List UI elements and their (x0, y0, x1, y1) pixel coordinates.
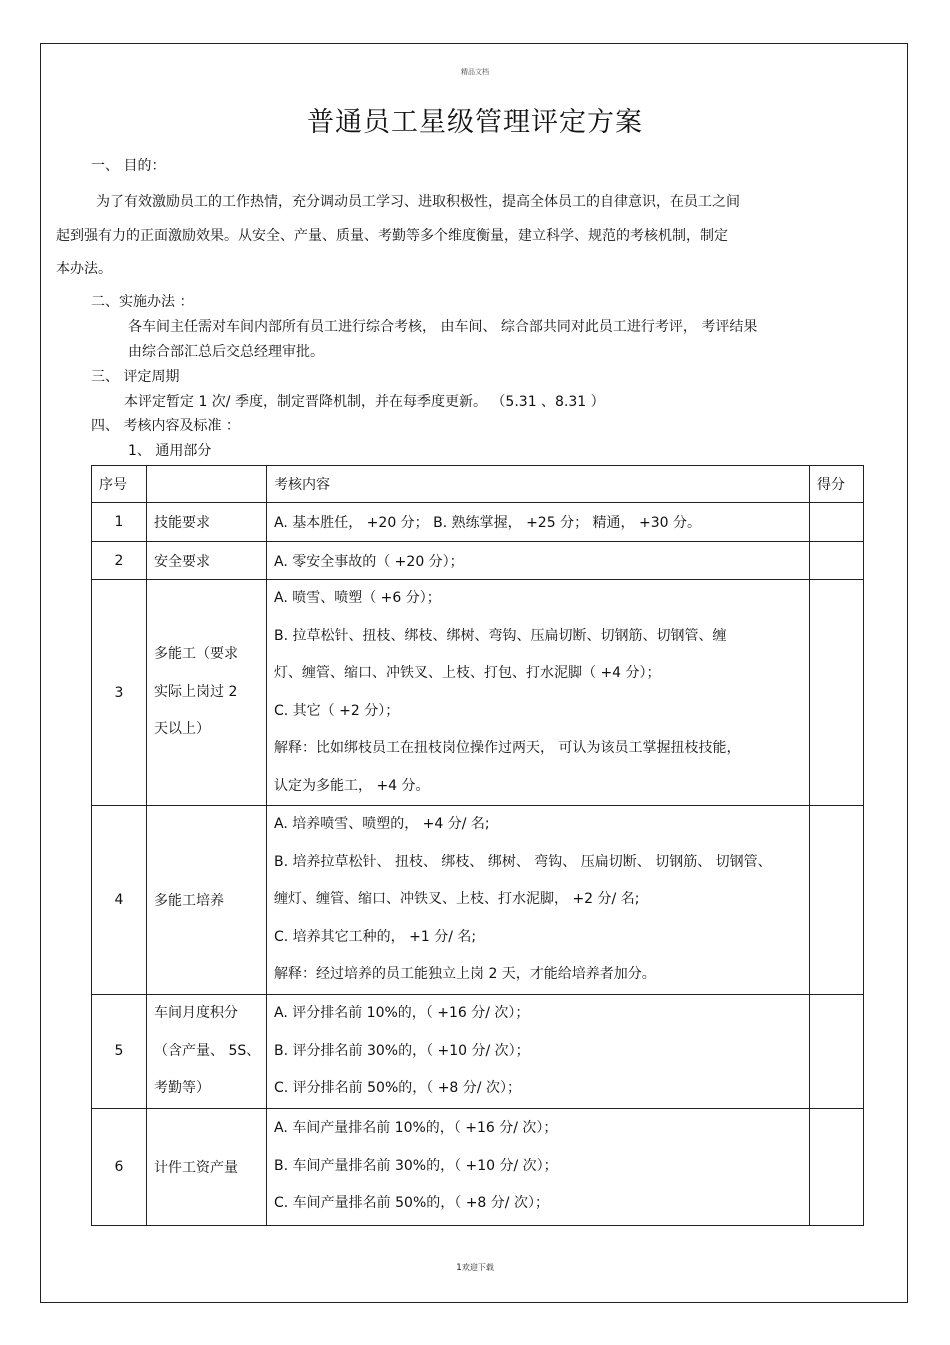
cycle-line: 本评定暂定 1 次/ 季度，制定晋降机制，并在每季度更新。 （5.31 、8.31 ） (124, 394, 605, 410)
row-item-line: 技能要求 (154, 515, 210, 531)
content-line: B. 车间产量排名前 30%的，（ +10 分/ 次）； (274, 1157, 558, 1174)
row-item (147, 995, 267, 1109)
general-heading: 1、 通用部分 (128, 443, 212, 459)
table-row (92, 580, 864, 806)
row-item (147, 503, 267, 542)
row-score (810, 580, 864, 806)
row-no: 2 (92, 542, 147, 580)
content-line: 认定为多能工， +4 分。 (274, 777, 430, 794)
content-line: 解释：经过培养的员工能独立上岗 2 天，才能给培养者加分。 (274, 966, 656, 983)
table-row (92, 1108, 864, 1225)
row-score (810, 995, 864, 1109)
purpose-heading: 一、 目的： (91, 158, 166, 174)
table-row (92, 542, 864, 580)
content-line: 缠灯、缠管、缩口、冲铁叉、上枝、打水泥脚， +2 分/ 名; (274, 891, 640, 908)
method-line-2: 由综合部汇总后交总经理审批。 (128, 344, 324, 360)
row-item (147, 542, 267, 580)
content-line: B. 评分排名前 30%的，（ +10 分/ 次）； (274, 1042, 530, 1059)
row-score (810, 1108, 864, 1225)
row-score (810, 806, 864, 995)
content-line: C. 车间产量排名前 50%的，（ +8 分/ 次）； (274, 1195, 549, 1212)
row-item (147, 1108, 267, 1225)
header-no: 序号 (92, 466, 147, 503)
cycle-heading: 三、 评定周期 (91, 369, 180, 385)
page-footer (0, 1262, 950, 1273)
content-line: B. 拉草松针、扭枝、绑枝、绑树、弯钩、压扁切断、切钢筋、切钢管、缠 (274, 627, 727, 644)
header-item (147, 466, 267, 503)
row-item-line: 实际上岗过 2 (154, 683, 238, 700)
row-item (147, 580, 267, 806)
footer-text: 欢迎下载 (461, 1263, 494, 1272)
purpose-line-3: 本办法。 (56, 261, 112, 277)
content-line: C. 培养其它工种的， +1 分/ 名; (274, 928, 477, 945)
purpose-line-2: 起到强有力的正面激励效果。从安全、产量、质量、考勤等多个维度衡量，建立科学、规范的考核机制，制定 (56, 228, 728, 244)
row-no: 3 (92, 580, 147, 806)
table-row (92, 503, 864, 542)
content-line: B. 培养拉草松针、 扭枝、 绑枝、 绑树、 弯钩、 压扁切断、 切钢筋、 切钢管、 (274, 853, 772, 870)
row-item-line: 计件工资产量 (154, 1159, 238, 1176)
row-content (267, 503, 810, 542)
row-no: 5 (92, 995, 147, 1109)
row-item-line: 考勤等） (154, 1080, 210, 1096)
content-line: A. 喷雪、喷塑（ +6 分）； (274, 590, 441, 606)
row-no: 4 (92, 806, 147, 995)
row-no: 1 (92, 503, 147, 542)
method-line-1: 各车间主任需对车间内部所有员工进行综合考核， 由车间、 综合部共同对此员工进行考评， 考评结果 (128, 319, 758, 335)
header-note: 精品文档 (461, 68, 489, 76)
content-line: A. 评分排名前 10%的，（ +16 分/ 次）； (274, 1005, 530, 1021)
method-heading: 二、实施办法 ： (91, 294, 194, 310)
page-number: 1 (456, 1263, 462, 1273)
header-score: 得分 (810, 466, 864, 503)
row-score (810, 503, 864, 542)
row-item (147, 806, 267, 995)
row-no: 6 (92, 1108, 147, 1225)
content-line: C. 评分排名前 50%的，（ +8 分/ 次）； (274, 1080, 521, 1096)
table-row (92, 806, 864, 995)
content-heading: 四、 考核内容及标准 ： (91, 418, 240, 434)
document-title: 普通员工星级管理评定方案 (307, 107, 643, 138)
header-content: 考核内容 (267, 466, 810, 503)
content-line: C. 其它（ +2 分）； (274, 702, 400, 719)
content-line: A. 车间产量排名前 10%的，（ +16 分/ 次）； (274, 1120, 558, 1137)
row-content (267, 580, 810, 806)
row-item-line: （含产量、 5S、 (154, 1042, 261, 1059)
purpose-line-1: 为了有效激励员工的工作热情，充分调动员工学习、进取积极性，提高全体员工的自律意识，在员工之间 (96, 194, 740, 210)
row-item-line: 安全要求 (154, 553, 210, 570)
row-score (810, 542, 864, 580)
content-line: 灯、缠管、缩口、冲铁叉、上枝、打包、打水泥脚（ +4 分）； (274, 665, 661, 681)
row-item-line: 天以上） (154, 721, 210, 738)
table-header-row (92, 466, 864, 503)
assessment-table (91, 465, 864, 1226)
row-content (267, 542, 810, 580)
row-item-line: 多能工培养 (154, 893, 224, 909)
table-row (92, 995, 864, 1109)
content-line: A. 培养喷雪、喷塑的， +4 分/ 名; (274, 816, 490, 833)
row-item-line: 多能工（要求 (154, 646, 238, 663)
row-content (267, 1108, 810, 1225)
row-content (267, 806, 810, 995)
row-item-line: 车间月度积分 (154, 1005, 238, 1021)
content-line: 解释：比如绑枝员工在扭枝岗位操作过两天， 可认为该员工掌握扭枝技能， (274, 740, 741, 756)
content-line: A. 零安全事故的（ +20 分）； (274, 553, 464, 570)
row-content (267, 995, 810, 1109)
content-line: A. 基本胜任， +20 分； B. 熟练掌握， +25 分； 精通， +30 分。 (274, 515, 701, 531)
